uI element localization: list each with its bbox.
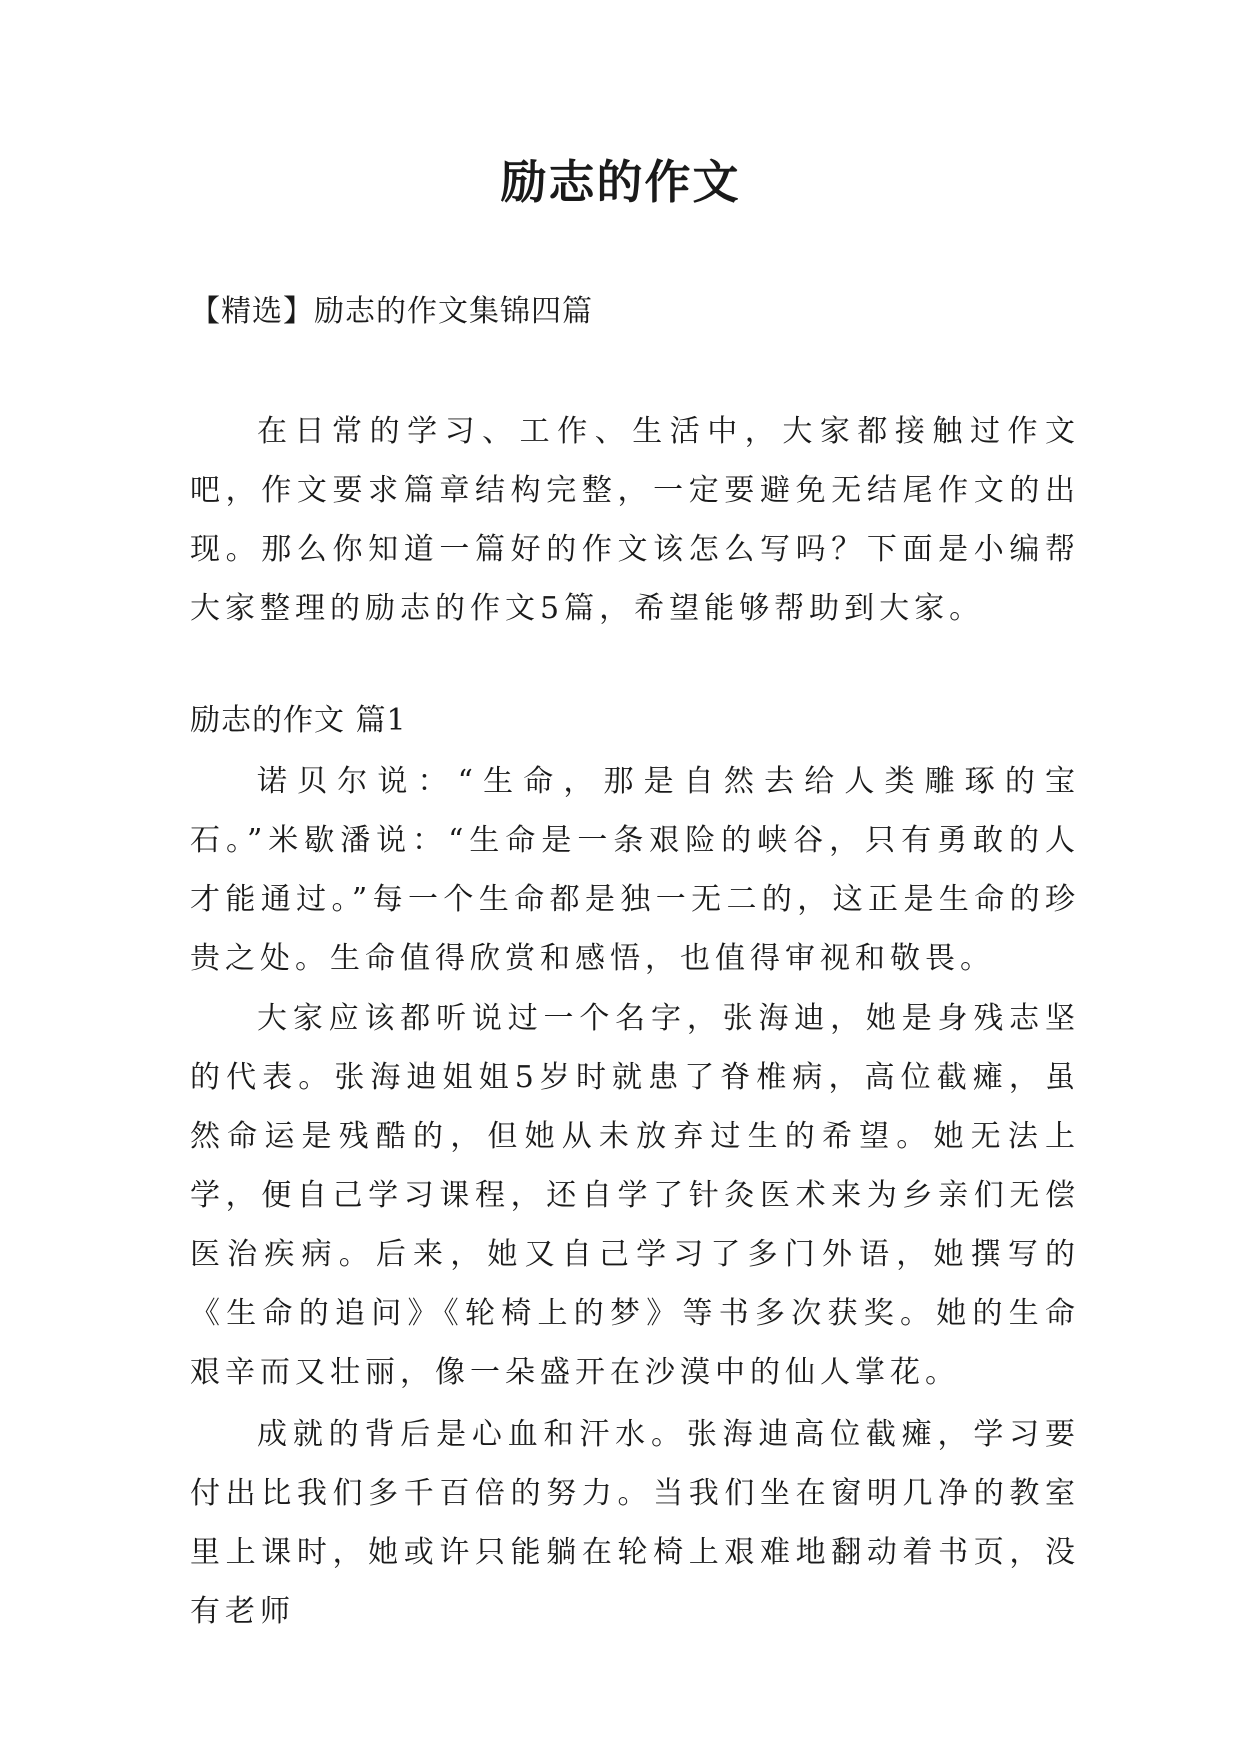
intro-paragraph: 在日常的学习、工作、生活中，大家都接触过作文吧，作文要求篇章结构完整，一定要避免无结尾作文的出现。那么你知道一篇好的作文该怎么写吗？下面是小编帮大家整理的励志的作文5篇，希望能够帮助到大家。 (190, 414, 1080, 626)
document-subtitle: 【精选】励志的作文集锦四篇 (190, 294, 593, 329)
body-paragraph: 大家应该都听说过一个名字，张海迪，她是身残志坚的代表。张海迪姐姐5岁时就患了脊椎病，高位截瘫，虽然命运是残酷的，但她从未放弃过生的希望。她无法上学，便自己学习课程，还自学了针灸医术来为乡亲们无偿医治疾病。后来，她又自己学习了多门外语，她撰写的《生命的追问》《轮椅上的梦》等书多次获奖。她的生命艰辛而又壮丽，像一朵盛开在沙漠中的仙人掌花。 (190, 1001, 1080, 1390)
section-heading: 励志的作文 篇1 (190, 703, 407, 738)
document-title: 励志的作文 (500, 155, 741, 209)
body-paragraph: 成就的背后是心血和汗水。张海迪高位截瘫，学习要付出比我们多千百倍的努力。当我们坐在窗明几净的教室里上课时，她或许只能躺在轮椅上艰难地翻动着书页，没有老师 (190, 1417, 1080, 1629)
body-paragraph: 诺贝尔说：“生命，那是自然去给人类雕琢的宝石。”米歇潘说：“生命是一条艰险的峡谷，只有勇敢的人才能通过。”每一个生命都是独一无二的，这正是生命的珍贵之处。生命值得欣赏和感悟，也值得审视和敬畏。 (190, 764, 1080, 976)
